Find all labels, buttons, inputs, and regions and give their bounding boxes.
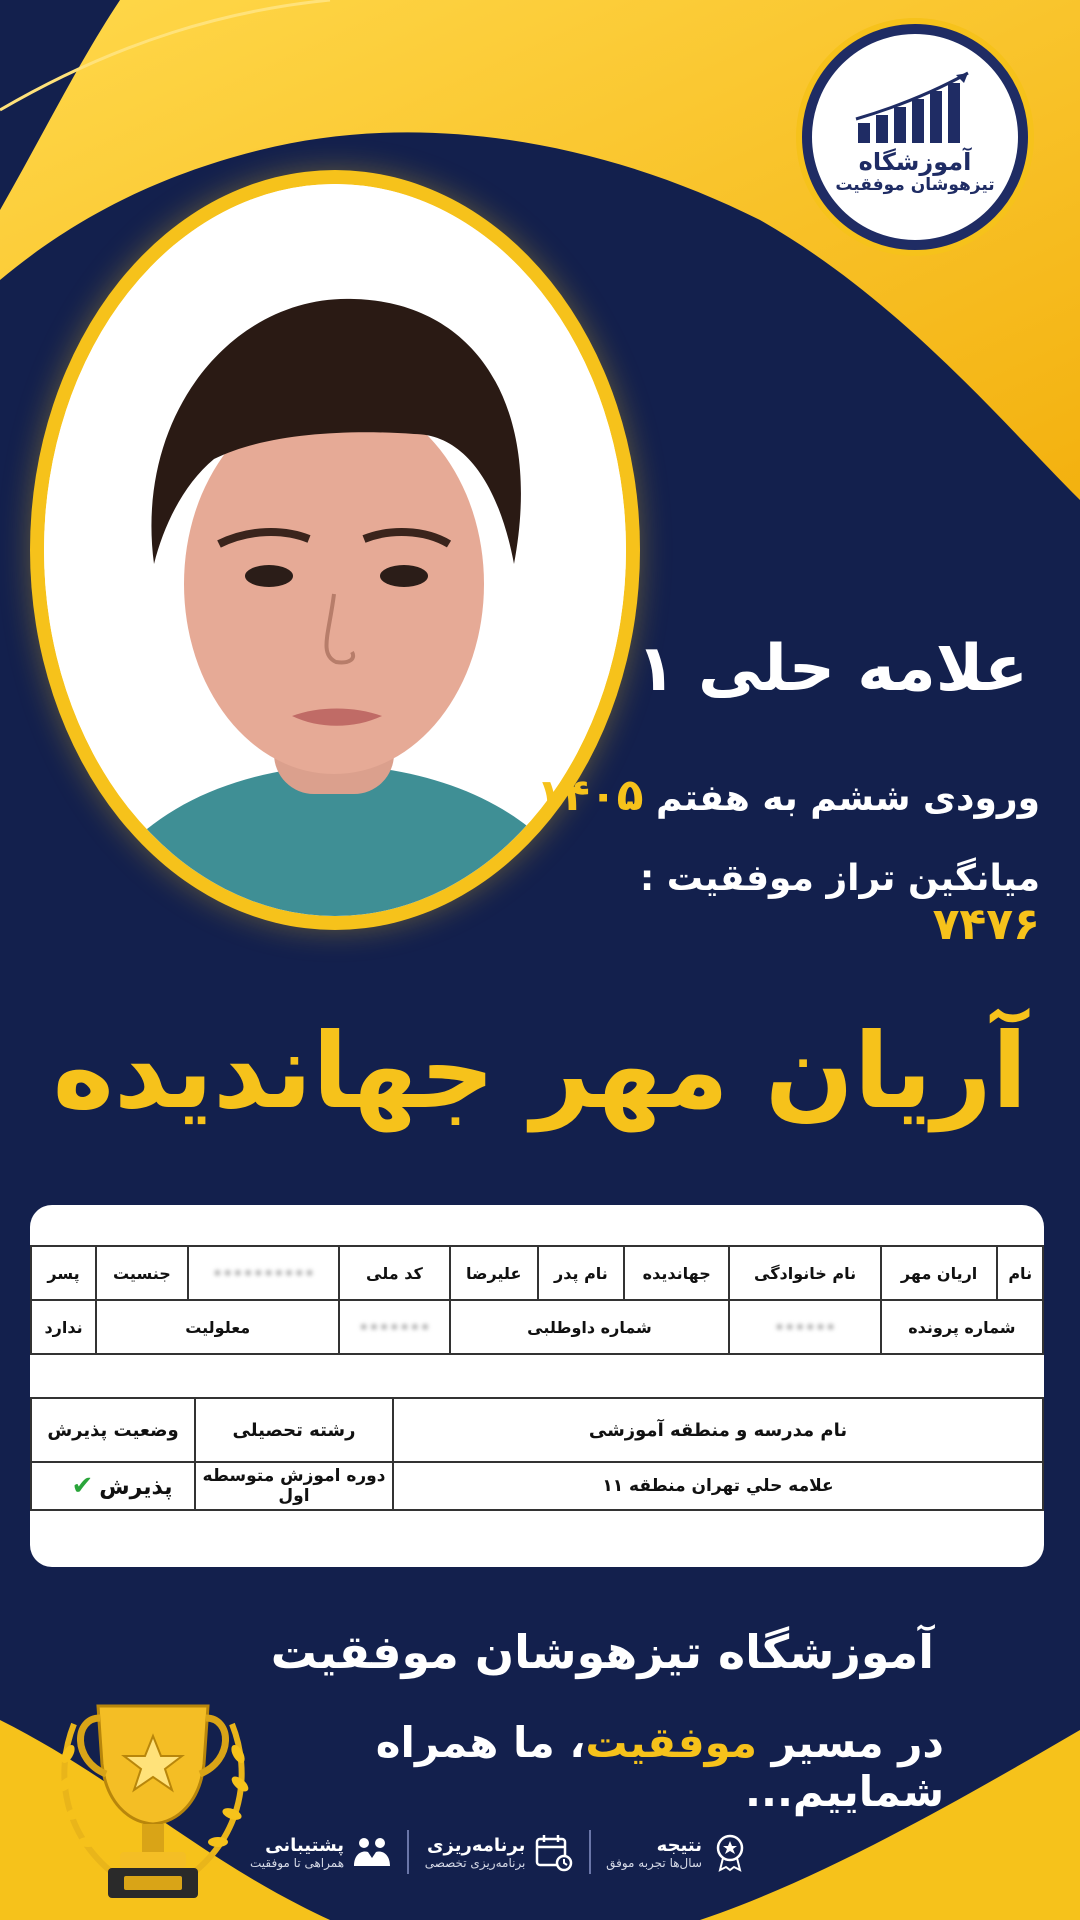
student-info-table [30,1245,1044,1355]
status-value: پذیرش [99,1475,173,1500]
nid-value: •••••••••• [188,1246,340,1300]
file-label: شماره پرونده [881,1300,1043,1354]
table-row [31,1300,1043,1354]
candidate-value: ••••••• [339,1300,449,1354]
feature-subtitle: سال‌ها تجربه موفق [606,1855,702,1870]
school-header: نام مدرسه و منطقه آموزشی [393,1398,1043,1462]
family-label: نام خانوادگی [729,1246,880,1300]
disability-label: معلولیت [96,1300,339,1354]
score-value: ۷۴۷۶ [932,899,1040,950]
father-label: نام پدر [538,1246,624,1300]
gender-label: جنسیت [96,1246,188,1300]
feature-support [250,1822,392,1882]
divider [589,1830,591,1874]
family-value: جهاندیده [624,1246,729,1300]
nid-label: کد ملی [339,1246,449,1300]
disability-value: ندارد [31,1300,96,1354]
feature-subtitle: برنامه‌ریزی تخصصی [424,1855,526,1870]
table-row [31,1398,1043,1462]
footer-slogan [224,1718,944,1816]
bar-chart-growth-icon [850,69,980,149]
student-name: آریان مهر جهاندیده [52,1010,1028,1132]
entry-line [520,770,1040,821]
academy-logo [802,24,1028,250]
features-bar [250,1822,750,1882]
gender-value: پسر [31,1246,96,1300]
status-header: وضعیت پذیرش [31,1398,195,1462]
field-header: رشته تحصیلی [195,1398,393,1462]
footer-title: آموزشگاه تیزهوشان موفقیت [270,1625,934,1679]
calendar-icon [533,1832,573,1872]
candidate-label: شماره داوطلبی [450,1300,730,1354]
name-value: اریان مهر [881,1246,998,1300]
entry-label: ورودی ششم به هفتم [656,778,1040,819]
score-label: میانگین تراز موفقیت : [639,858,1040,899]
feature-subtitle: همراهی تا موفقیت [250,1855,345,1870]
name-label: نام [997,1246,1043,1300]
feature-title: برنامه‌ریزی [427,1834,526,1856]
people-support-icon [352,1832,392,1872]
trophy-icon [44,1684,262,1910]
admission-card [30,1205,1044,1567]
slogan-highlight: موفقیت [585,1718,757,1767]
school-value: علامه حلي تهران منطقه ۱۱ [393,1462,1043,1510]
logo-title: آموزشگاه [858,147,972,176]
field-value: دوره اموزش متوسطه اول [195,1462,393,1510]
slogan-part1: در مسیر [757,1718,944,1767]
score-line [520,858,1040,950]
table-row [31,1246,1043,1300]
divider [407,1830,409,1874]
check-icon: ✔ [71,1471,94,1501]
feature-title: نتیجه [656,1834,702,1856]
entry-year: ۱۴۰۵ [536,770,644,821]
slogan-part2: ، ما همراه شماییم... [375,1718,944,1816]
logo-subtitle: تیزهوشان موفقیت [835,175,995,195]
table-row [31,1462,1043,1510]
admission-table [30,1397,1044,1511]
school-title: علامه حلی ۱ [636,632,1028,706]
feature-result [606,1822,750,1882]
medal-icon [710,1832,750,1872]
father-value: علیرضا [450,1246,538,1300]
feature-planning [425,1822,574,1882]
feature-title: پشتیبانی [265,1834,345,1856]
status-cell [31,1462,195,1510]
file-value: •••••• [729,1300,880,1354]
